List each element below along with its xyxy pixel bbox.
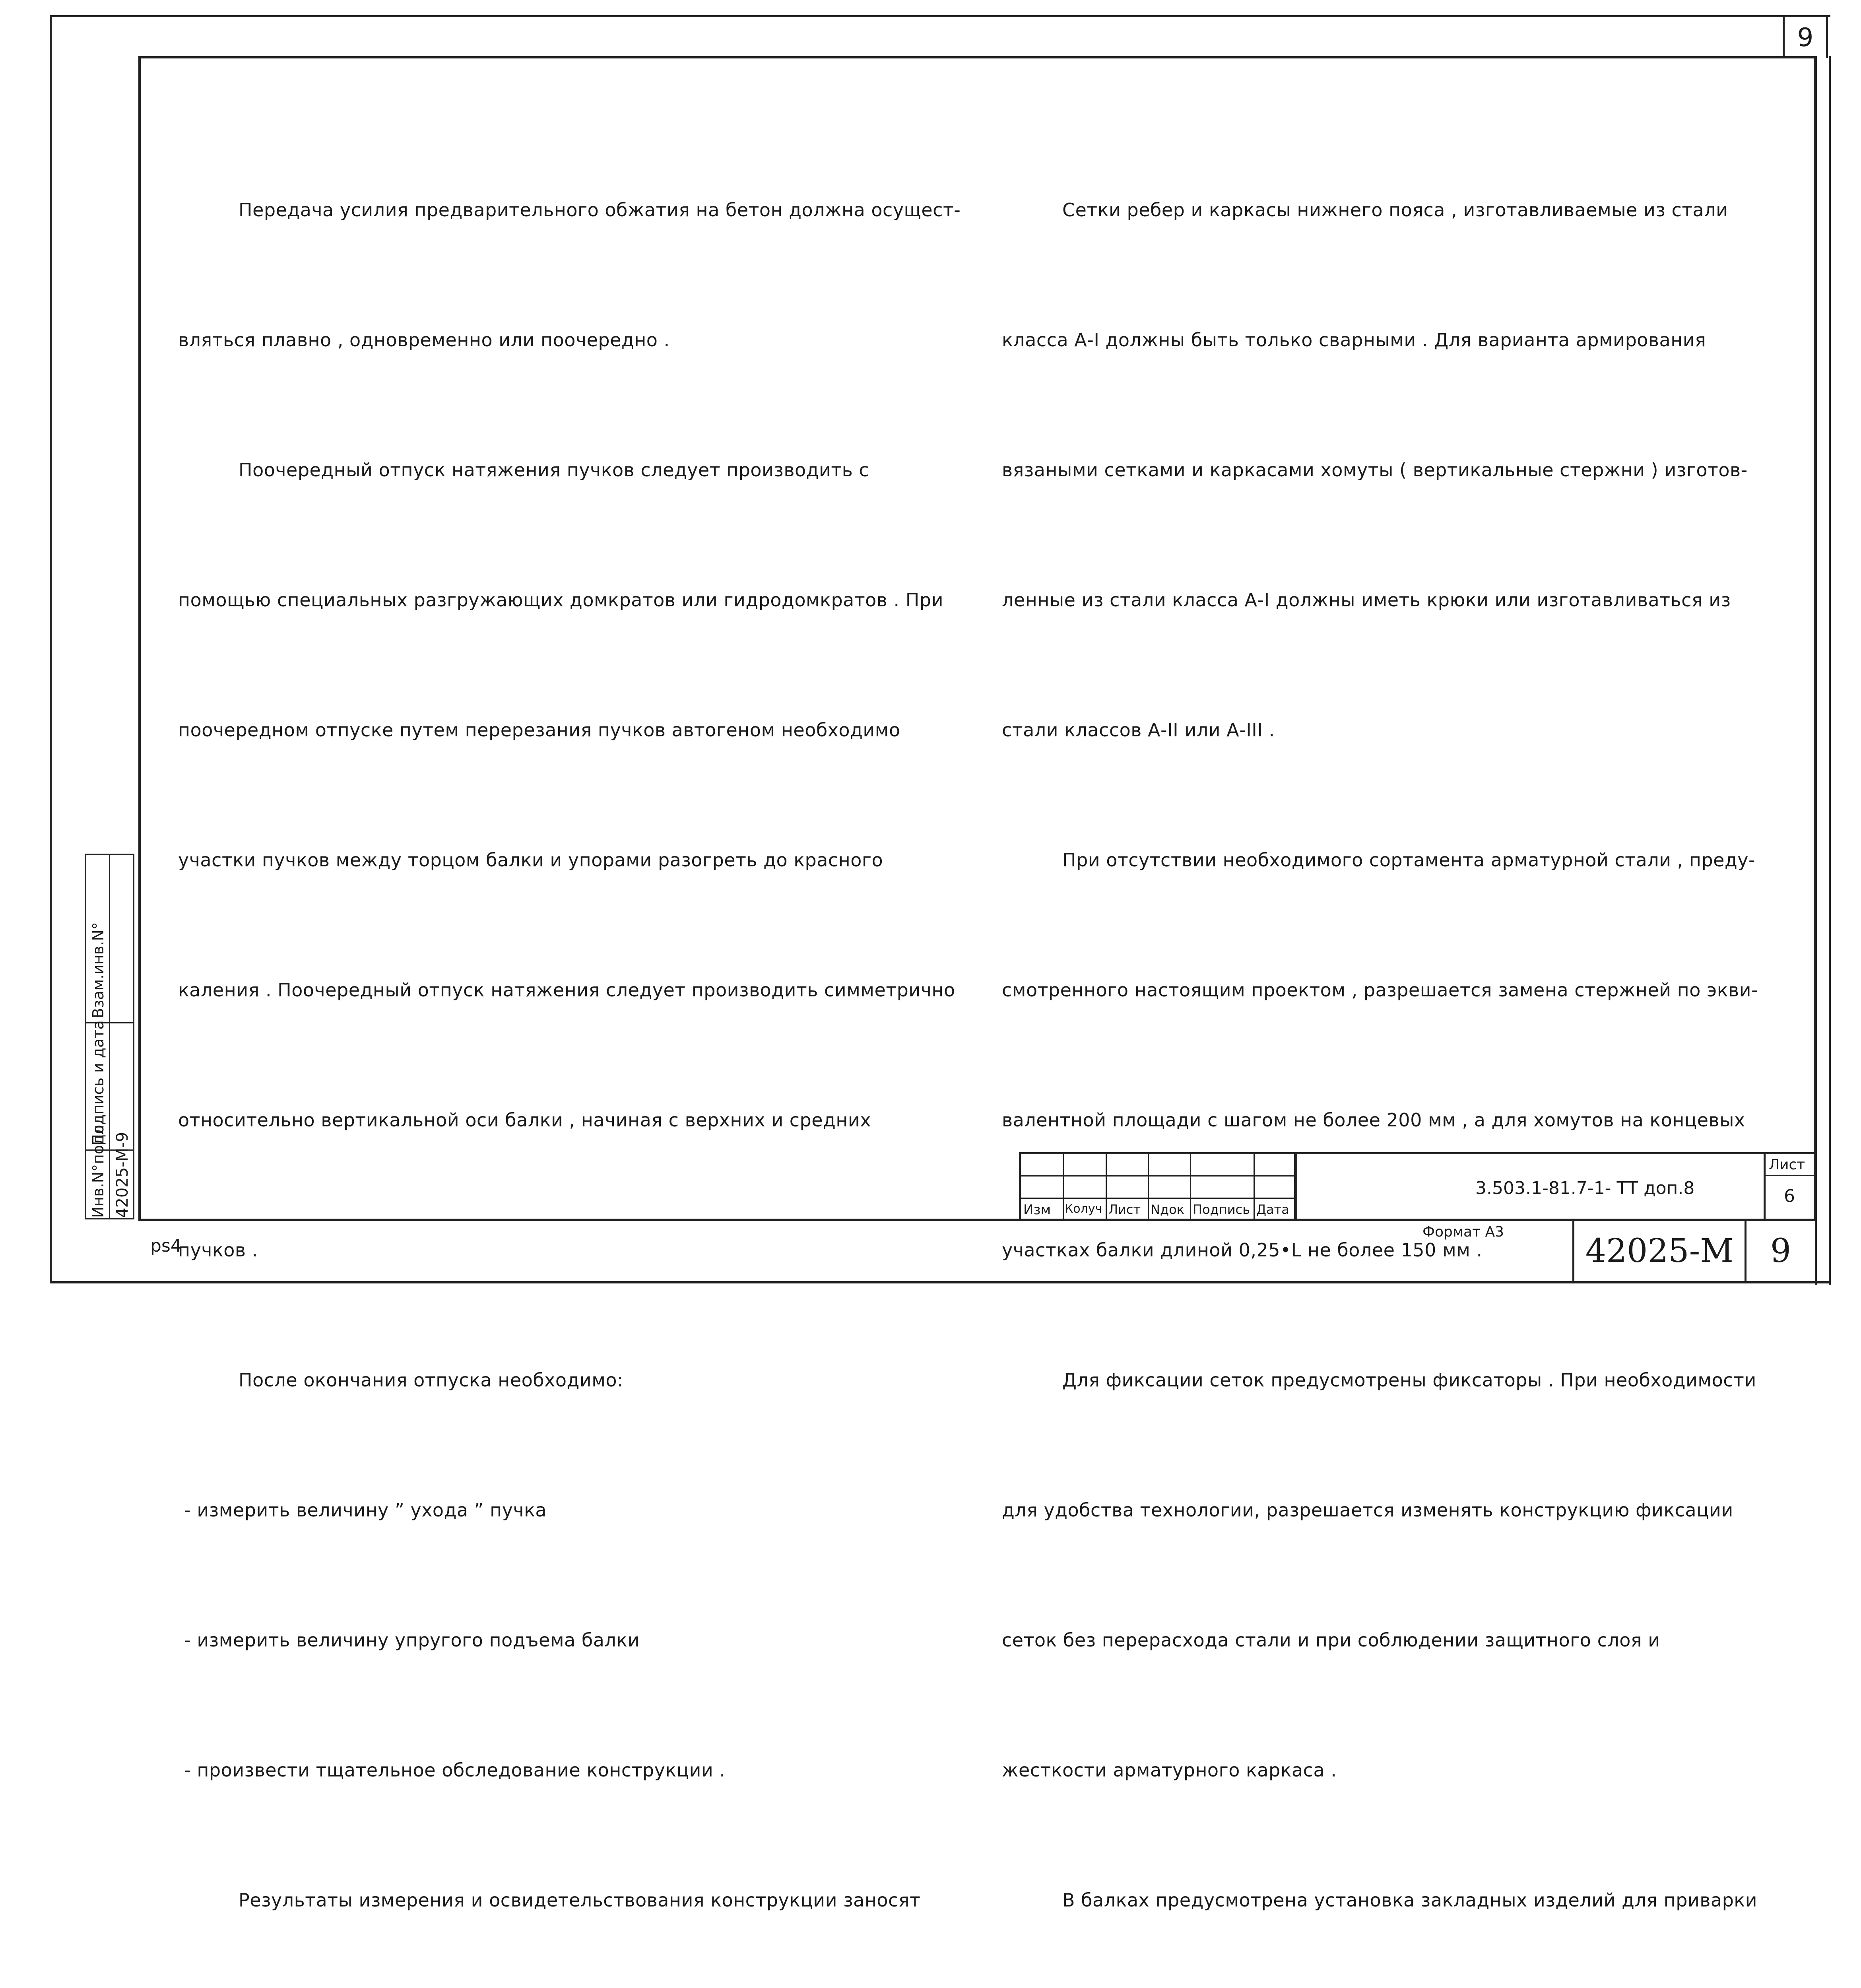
document-designation: 3.503.1-81.7-1- ТТ доп.8 [1475,1178,1695,1198]
text-line: Для фиксации сеток предусмотрены фиксаторы . При необходимости [1062,1369,1756,1391]
list-item: - измерить величину упругого подъема балки [178,1629,640,1651]
text-line: смотренного настоящим проектом , разрешается замена стержней по экви- [1002,979,1758,1001]
text-line: участках балки длиной 0,25•L не более 150 мм . [1002,1239,1483,1261]
header-koluch: Колуч [1065,1202,1102,1216]
text-line: жесткости арматурного каркаса . [1002,1759,1337,1781]
header-izm: Изм [1023,1202,1051,1218]
sheet-value: 6 [1784,1186,1795,1206]
text-line: валентной площади с шагом не более 200 мм , а для хомутов на концевых [1002,1109,1745,1131]
text-line: класса А-I должны быть только сварными . Для варианта армирования [1002,329,1706,351]
stamp-signature-date-label: Подпись и дата [89,1020,107,1145]
text-line: участки пучков между торцом балки и упорами разогреть до красного [178,849,883,871]
left-column-text [178,102,965,1988]
text-line: ленные из стали класса А-I должны иметь крюки или изготавливаться из [1002,589,1731,611]
text-line: Результаты измерения и освидетельствования конструкции заносят [239,1889,921,1911]
text-line: помощью специальных разгружающих домкратов или гидродомкратов . При [178,589,943,611]
text-line: вязаными сетками и каркасами хомуты ( вертикальные стержни ) изготов- [1002,459,1748,481]
header-list: Лист [1108,1202,1141,1217]
list-item: - измерить величину ” ухода ” пучка [178,1499,547,1521]
text-line: Поочередный отпуск натяжения пучков следует производить с [239,459,869,481]
text-line: При отсутствии необходимого сортамента арматурной стали , преду- [1062,849,1756,871]
text-line: относительно вертикальной оси балки , начиная с верхних и средних [178,1109,871,1131]
text-line: вляться плавно , одновременно или поочередно . [178,329,670,351]
list-item: - произвести тщательное обследование конструкции . [178,1759,726,1781]
text-line: сеток без перерасхода стали и при соблюдении защитного слоя и [1002,1629,1660,1651]
header-ndok: Nдок [1151,1202,1184,1217]
stamp-inv-podl-value: 42025-М-9 [113,1132,132,1218]
text-line: стали классов А-II или А-III . [1002,719,1275,741]
footer-page-number: 9 [1770,1232,1791,1270]
right-frame-strip [1815,56,1831,1285]
header-podpis: Подпись [1193,1202,1250,1217]
text-line: пучков . [178,1239,258,1261]
text-line: В балках предусмотрена установка закладных изделий для приварки [1062,1889,1757,1911]
title-block [1019,1152,1816,1221]
right-column-text [1002,102,1789,1988]
text-line: Сетки ребер и каркасы нижнего пояса , изготавливаемые из стали [1062,199,1728,221]
footer-ps: ps4 [150,1236,182,1256]
corner-page-number: 9 [1783,15,1828,58]
sheet-number-box [1764,1152,1816,1221]
header-data: Дата [1256,1202,1289,1217]
text-line: для удобства технологии, разрешается изменять конструкцию фиксации [1002,1499,1733,1521]
text-line: После окончания отпуска необходимо: [239,1369,624,1391]
revision-grid [1021,1154,1295,1221]
sheet-label: Лист [1769,1157,1805,1173]
side-stamp-table [85,854,134,1219]
text-line: поочередном отпуске путем перерезания пучков автогеном необходимо [178,719,900,741]
footer-document-code: 42025-М [1572,1221,1747,1281]
footer-format: Формат А3 [1422,1224,1504,1240]
text-line: Передача усилия предварительного обжатия на бетон должна осущест- [239,199,961,221]
stamp-inv-podl-label: Инв.N°подл. [89,1120,107,1218]
stamp-replacement-inv-label: Взам.инв.N° [89,922,107,1018]
text-line: каления . Поочередный отпуск натяжения следует производить симметрично [178,979,955,1001]
